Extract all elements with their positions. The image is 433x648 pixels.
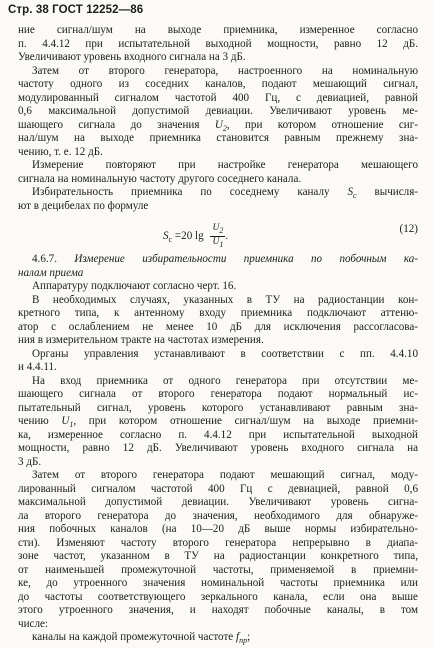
- text-line: до частоты соответствующего зеркального канала, если она выше: [18, 590, 418, 603]
- text-line: частоту одного из соседних каналов, подают мешающий сигнал,: [18, 78, 418, 90]
- text-line: от наименьшей промежуточной частоты, применяемой в приемни-: [18, 563, 418, 576]
- text-line: Избирательность приемника по соседнему каналу $S_с$ вычисля-: [32, 186, 418, 201]
- symbol-fpr: $f_{пр}$: [236, 631, 248, 646]
- text-line: ют в децибелах по формуле: [18, 199, 149, 212]
- formula-expression: $S_c =20$ lg $\frac{U_2}{U_1}$ .: [163, 223, 229, 249]
- text-line: пытательный сигнал, уровень которого устанавливают равным зна-: [18, 401, 418, 414]
- text-line: ка, измеренное согласно п. 4.4.12 при испытательной выходной: [18, 428, 418, 441]
- text-line: модулированный сигналом частотой 400 Гц, с девиацией, равной: [18, 91, 418, 104]
- text-line: каналы на каждой промежуточной частоте $f_{пр}$;: [32, 631, 251, 646]
- symbol-sc: $S_с$: [347, 186, 357, 201]
- text-line: Измерение повторяют при настройке генератора мешающего: [32, 159, 418, 171]
- text-line: Увеличивают уровень входного сигнала на 3 дБ.: [18, 51, 246, 63]
- text-line: максимальной допустимой девиации. Увеличивают уровень сигна-: [18, 496, 418, 508]
- equation-number: (12): [399, 223, 418, 235]
- text-line: лированный сигналом частотой 400 Гц с девиацией, равной 0,6: [18, 482, 418, 495]
- text-line: и 4.4.11.: [18, 361, 57, 373]
- text-line: шающего сигнала до значения $U_2$, при котором отношение сиг-: [18, 118, 418, 133]
- text-line: Аппаратуру подключают согласно черт. 16.: [32, 280, 237, 292]
- text-line: нал/шум на выходе приемника становится равным прежнему зна-: [18, 132, 418, 144]
- text-line: чению $U_1$, при котором отношение сигнал/шум на выходе приемни-: [18, 415, 418, 430]
- text-line: Затем от второго генератора, настроенного на номинальную: [32, 64, 418, 77]
- symbol-u2: $U_2$: [214, 118, 227, 133]
- text-line: ние сигнал/шум на выходе приемника, измеренное согласно: [18, 24, 418, 36]
- text-line: кретного типа, к антенному входу приемника подключают аттеню-: [18, 307, 418, 319]
- text-line: 3 дБ.: [18, 455, 42, 468]
- text-line: ния побочных каналов (на 10—20 дБ выше нормы избирательно-: [18, 523, 418, 535]
- symbol-u1: $U_1$: [61, 415, 74, 430]
- text-line: этого утроенного значения, и находят побочные каналы, в том: [18, 604, 418, 616]
- text-line: мощности, равно 12 дБ. Увеличивают уровень входного сигнала на: [18, 442, 418, 454]
- section-heading: 4.6.7. Измерение избирательности приемника по побочным ка-: [32, 253, 418, 265]
- text-line: На вход приемника от одного генератора при отсутствии ме-: [32, 374, 418, 387]
- page-header: Стр. 38 ГОСТ 12252—86: [8, 4, 144, 16]
- text-line: зоне частот, указанном в ТУ на радиостанции конкретного типа,: [18, 550, 418, 562]
- text-line: 0,6 максимальной допустимой девиации. Увеличивают уровень ме-: [18, 105, 418, 117]
- fraction: $\frac{U_2}{U_1}$: [212, 223, 224, 249]
- formula-12: [18, 215, 418, 249]
- text-line: сигнала на номинальную частоту другого соседнего канала.: [18, 172, 302, 185]
- text-line: ния в измерительном тракте на частотах измерения.: [18, 334, 264, 346]
- document-body: [18, 24, 418, 645]
- text-line: Затем от второго генератора подают мешающий сигнал, моду-: [32, 469, 418, 481]
- text-line: шающего сигнала от второго генератора подают нормальный ис-: [18, 388, 418, 400]
- text-line: п. 4.4.12 при испытательной выходной мощности, равно 12 дБ.: [18, 37, 418, 50]
- text-line: атор с ослаблением не менее 10 дБ для исключения рассогласова-: [18, 320, 418, 333]
- text-line: числе:: [18, 617, 48, 630]
- section-heading-cont: налам приема: [18, 266, 84, 279]
- text-line: Органы управления устанавливают в соответствии с пп. 4.4.10: [32, 347, 418, 360]
- text-line: ке, до утроенного значения номинальной частоты приемника или: [18, 577, 418, 589]
- text-line: сти). Изменяют частоту второго генератора непрерывно в диапа-: [18, 536, 418, 549]
- text-line: чению, т. е. 12 дБ.: [18, 145, 103, 158]
- text-line: В необходимых случаях, указанных в ТУ на радиостанции кон-: [32, 293, 418, 306]
- text-line: ла второго генератора до значения, необходимого для обнаруже-: [18, 509, 418, 522]
